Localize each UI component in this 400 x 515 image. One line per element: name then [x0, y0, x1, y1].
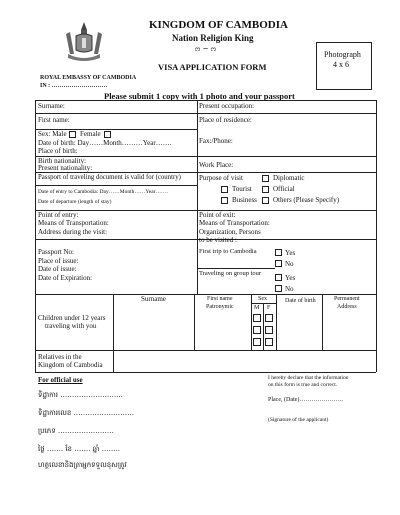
others-label: Others (Please Specify): [273, 196, 340, 204]
col-patronymic: Patronymic: [206, 304, 234, 310]
signature-stamp-line: ហត្ថលេខានិងត្រាអ្នកទទួលខុសត្រូវ: [38, 461, 127, 469]
group-tour-label: Traveling on group tour: [199, 270, 262, 277]
purpose-label: Purpose of visit: [199, 174, 243, 182]
children-label-2: traveling with you: [45, 322, 97, 330]
fax-phone-label: Fax:/Phone:: [199, 137, 233, 145]
col-address-2: Address: [337, 304, 357, 310]
diplomatic-label: Diplomatic: [273, 174, 305, 182]
point-of-entry-label: Point of entry:: [38, 211, 79, 219]
declaration-line-2: on this form is true and correct.: [268, 382, 338, 388]
embassy-name: ROYAL EMBASSY OF CAMBODIA: [40, 75, 137, 81]
photo-label: Photograph: [324, 50, 361, 59]
col-surname: Surname: [141, 295, 166, 303]
child-3-f-checkbox[interactable]: [265, 338, 273, 346]
embassy-location: IN : ……………………….: [40, 83, 108, 89]
address-visit-label: Address during the visit:: [38, 228, 108, 236]
dob-label: Date of birth: Day……Month………Year…….: [38, 139, 172, 147]
place-of-issue-label: Place of issue:: [38, 257, 79, 265]
child-1-f-checkbox[interactable]: [265, 314, 273, 322]
date-expiration-label: Date of Expiration:: [38, 274, 93, 282]
official-label: Official: [273, 185, 295, 193]
to-be-visited-label: to be visited :: [199, 236, 237, 244]
first-trip-label: First trip to Cambodia: [199, 248, 257, 255]
group-tour-no-label: No: [285, 285, 294, 293]
business-label: Business: [232, 196, 257, 204]
residence-label: Place of residence:: [199, 116, 252, 124]
country-title: KINGDOM OF CAMBODIA: [149, 19, 288, 31]
instruction: Please submit 1 copy with 1 photo and your passport: [104, 91, 295, 101]
surname-label: Surname:: [38, 102, 65, 110]
children-label-1: Children under 12 years: [38, 314, 106, 322]
col-first-name: First name: [207, 296, 233, 302]
child-3-m-checkbox[interactable]: [253, 338, 261, 346]
place-date-line: Place, (Date)………………….: [268, 397, 343, 403]
work-place-label: Work Place:: [199, 161, 234, 169]
official-use-title: For official use: [38, 376, 83, 384]
visa-date-line: ថ្ងៃ ……. ខែ ……. ឆ្នាំ ……..: [38, 445, 121, 453]
motto: Nation Religion King: [172, 33, 254, 43]
passport-validity-label: Passport of traveling document is valid for (country): [38, 174, 181, 181]
birth-nationality-label: Birth nationality:: [38, 157, 87, 165]
point-of-exit-label: Point of exit:: [199, 211, 236, 219]
sex-male-label: Sex: Male: [38, 130, 67, 138]
signature-label: (Signature of the applicant): [268, 417, 329, 423]
visa-number-line: ទិដ្ឋាការលេខ ……………………..: [38, 409, 135, 417]
date-of-issue-label: Date of issue:: [38, 265, 77, 273]
date-departure-label: Date of departure (length of stay): [38, 199, 112, 205]
col-m: M: [254, 305, 260, 311]
photo-size: 4 x 6: [333, 60, 349, 69]
form-title: VISA APPLICATION FORM: [158, 62, 267, 72]
first-trip-yes-label: Yes: [285, 249, 296, 257]
col-dob: Date of birth: [285, 298, 316, 304]
col-sex: Sex: [258, 296, 267, 302]
present-nationality-label: Present nationality:: [38, 164, 93, 172]
means-transport-entry-label: Means of Transportation:: [38, 219, 109, 227]
child-2-f-checkbox[interactable]: [265, 326, 273, 334]
col-address-1: Permanent: [334, 296, 360, 302]
occupation-label: Present occupation:: [199, 102, 255, 110]
relatives-label-2: Kingdom of Cambodia: [38, 361, 103, 369]
first-trip-no-label: No: [285, 260, 294, 268]
group-tour-yes-label: Yes: [285, 274, 296, 282]
place-of-birth-label: Place of birth:: [38, 147, 78, 155]
means-transport-exit-label: Means of Transportation:: [199, 219, 270, 227]
visa-line: ទិដ្ឋាការ ……………………...: [38, 391, 123, 399]
visa-type-line: ប្រភេទ ……………………: [38, 427, 114, 435]
organization-label: Organization, Persons: [199, 228, 261, 236]
female-label: Female: [80, 130, 101, 138]
date-entry-label: Date of entry to Cambodia: Day……Month……Year…….: [38, 189, 168, 195]
col-f: F: [267, 305, 271, 311]
passport-no-label: Passport No:: [38, 248, 74, 256]
first-name-label: First name:: [38, 116, 70, 124]
declaration-line-1: I hereby declare that the information: [268, 375, 349, 381]
tourist-label: Tourist: [232, 185, 252, 193]
ornament: ᦂ ~ ᦂ: [195, 45, 217, 53]
relatives-label-1: Relatives in the: [38, 353, 82, 361]
child-1-m-checkbox[interactable]: [253, 314, 261, 322]
child-2-m-checkbox[interactable]: [253, 326, 261, 334]
